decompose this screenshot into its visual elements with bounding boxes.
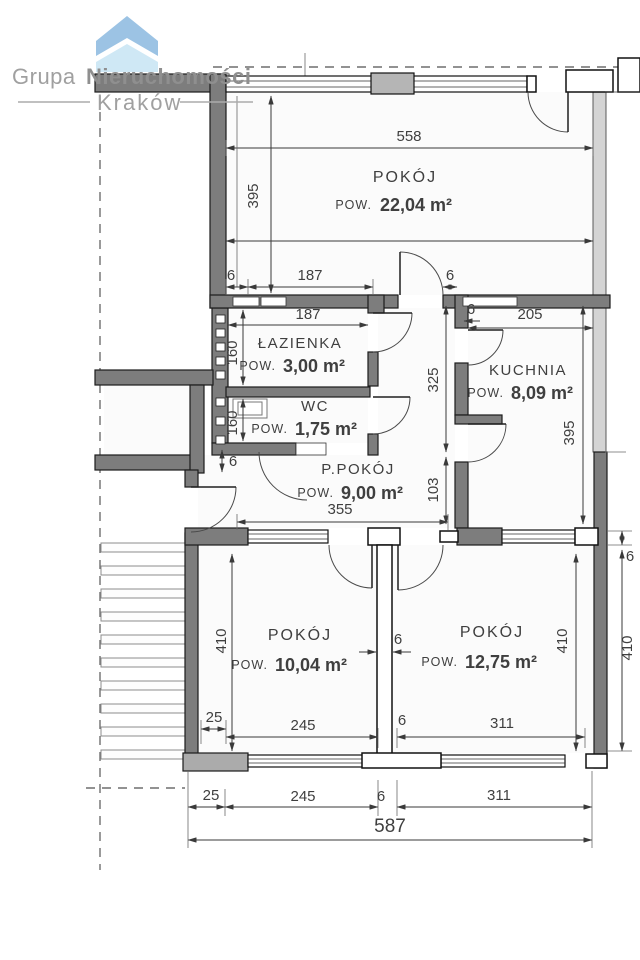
- dim-325: 325: [425, 367, 442, 393]
- logo-company-name: Nieruchomości: [86, 64, 252, 89]
- room-name: POKÓJ: [267, 627, 333, 644]
- dim-245-outer: 245: [290, 788, 316, 805]
- dim-558: 558: [396, 128, 422, 145]
- dim-311-outer: 311: [487, 787, 511, 804]
- room-area: 9,00 m²: [341, 483, 404, 503]
- dim-6: 6: [228, 453, 238, 470]
- room-area-label: POW.: [467, 386, 504, 400]
- room-area: 1,75 m²: [295, 419, 358, 439]
- dim-160-wc: 160: [224, 410, 241, 436]
- dim-410-left: 410: [213, 628, 230, 654]
- window: [248, 755, 363, 767]
- dim-6: 6: [625, 548, 635, 565]
- room-area-label: POW.: [239, 359, 276, 373]
- dim-187-inner: 187: [295, 306, 321, 323]
- dim-103: 103: [425, 477, 442, 503]
- window-sill: [371, 73, 414, 94]
- room-area: 22,04 m²: [380, 195, 453, 215]
- dim-25-inner: 25: [205, 709, 223, 726]
- logo-company-prefix: Grupa: [12, 64, 76, 89]
- dim-6: 6: [397, 712, 407, 729]
- staircase: [101, 543, 186, 759]
- room-name: WC: [301, 398, 329, 415]
- room-area: 3,00 m²: [283, 356, 346, 376]
- window: [441, 755, 565, 767]
- dim-6: 6: [226, 267, 236, 284]
- room-name: KUCHNIA: [488, 362, 568, 379]
- room-area-label: POW.: [251, 422, 288, 436]
- room-name: POKÓJ: [459, 624, 525, 641]
- dim-311-inner: 311: [490, 715, 514, 732]
- dim-395-room: 395: [245, 183, 262, 209]
- room-area-label: POW.: [297, 486, 334, 500]
- room-name: ŁAZIENKA: [257, 335, 343, 352]
- room-area: 10,04 m²: [275, 655, 348, 675]
- dim-187-top: 187: [297, 267, 323, 284]
- dim-395-kuchnia: 395: [561, 420, 578, 446]
- room-area-label: POW.: [335, 198, 372, 212]
- logo-city: Kraków: [97, 90, 183, 115]
- interior-window: [502, 530, 575, 543]
- room-area: 12,75 m²: [465, 652, 538, 672]
- dim-410-edge: 410: [619, 635, 636, 661]
- room-area-label: POW.: [421, 655, 458, 669]
- dim-205: 205: [517, 306, 543, 323]
- dim-355: 355: [327, 501, 353, 518]
- dim-410-right: 410: [554, 628, 571, 654]
- interior-window: [248, 530, 328, 543]
- dim-245-inner: 245: [290, 717, 316, 734]
- dim-160-lazienka: 160: [224, 340, 241, 366]
- dim-6: 6: [466, 301, 476, 318]
- room-area-label: POW.: [231, 658, 268, 672]
- partition-wall: [377, 545, 392, 755]
- dim-587-total: 587: [374, 816, 406, 837]
- dim-25-outer: 25: [202, 787, 220, 804]
- room-name: POKÓJ: [372, 169, 438, 186]
- dim-6: 6: [376, 788, 386, 805]
- room-area: 8,09 m²: [511, 383, 574, 403]
- room-name: P.POKÓJ: [321, 461, 395, 478]
- dim-6: 6: [445, 267, 455, 284]
- dim-6: 6: [393, 631, 403, 648]
